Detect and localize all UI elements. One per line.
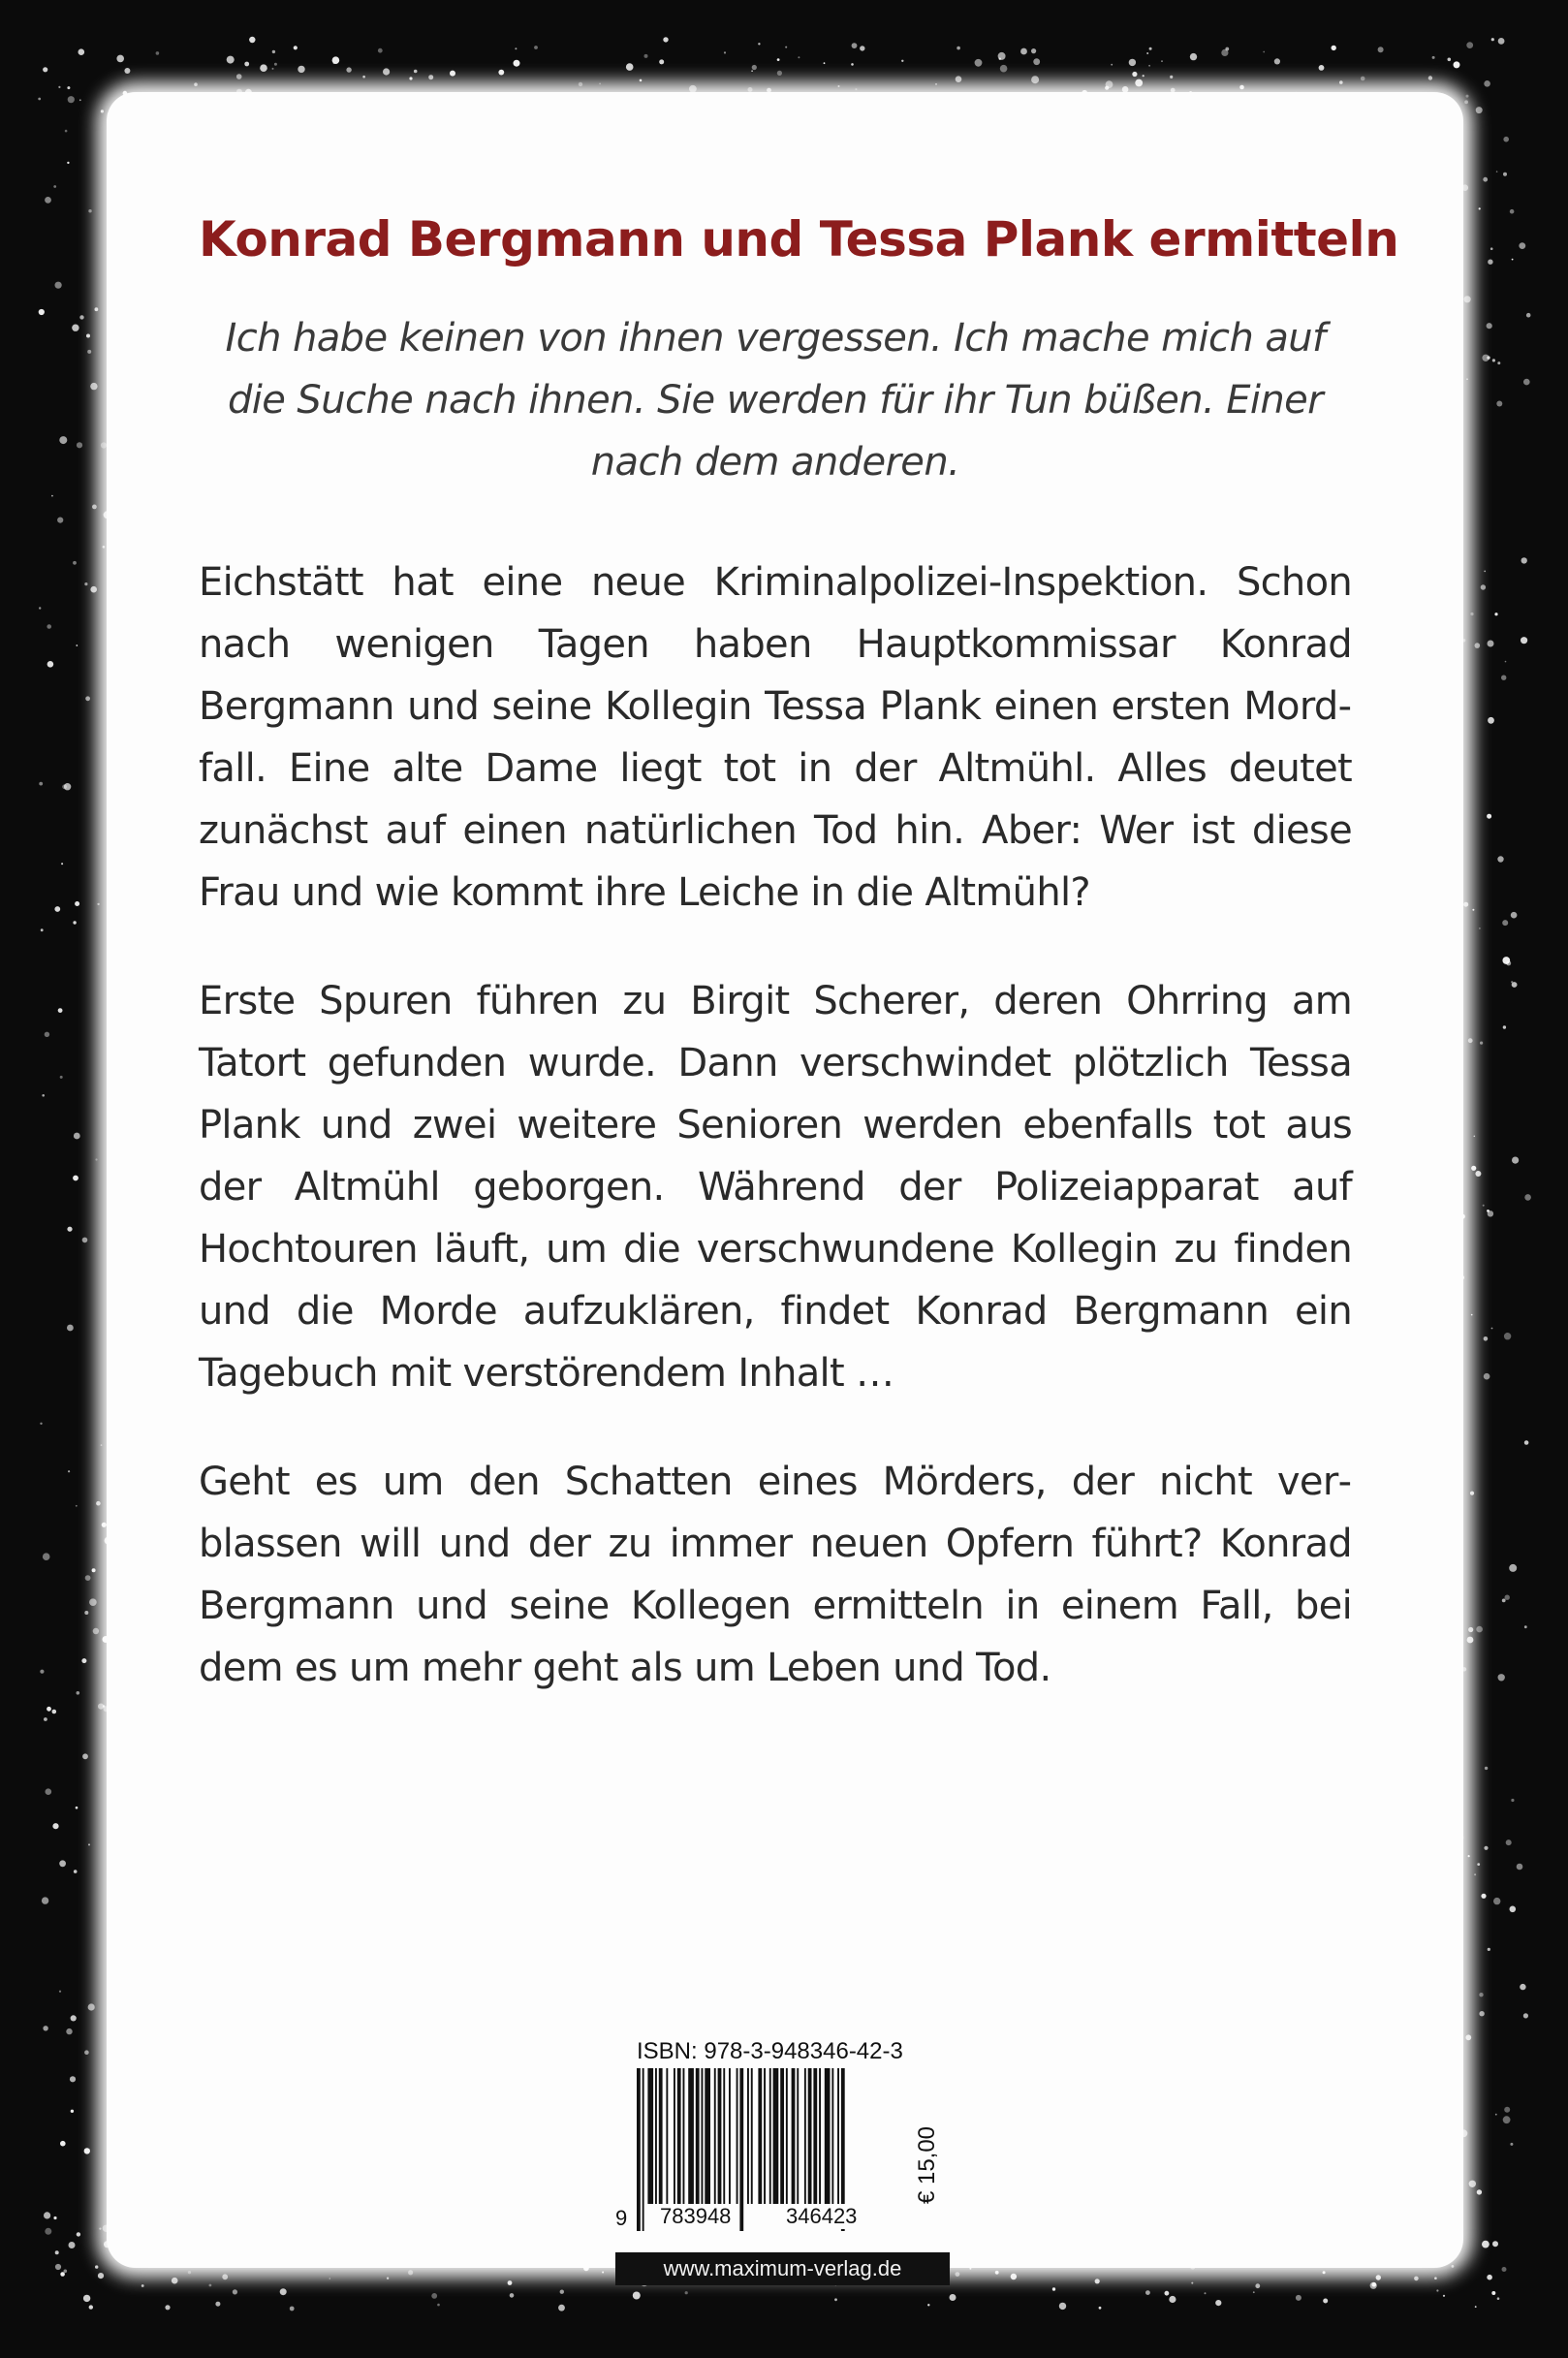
barcode-bar xyxy=(655,2068,657,2204)
barcode-bar xyxy=(825,2068,831,2204)
barcode-bar xyxy=(737,2068,738,2204)
barcode-bar xyxy=(666,2068,668,2204)
barcode-bar xyxy=(729,2068,731,2204)
barcode-bar xyxy=(643,2068,644,2231)
price-label xyxy=(911,2107,944,2223)
barcode-bar xyxy=(677,2068,681,2204)
barcode-bar xyxy=(773,2068,779,2204)
barcode-bar xyxy=(718,2068,722,2204)
barcode-digits-left: 783948 xyxy=(656,2204,735,2229)
barcode-bar xyxy=(683,2068,685,2204)
barcode-bar xyxy=(751,2068,753,2204)
barcode-bar xyxy=(792,2068,796,2204)
barcode-bar xyxy=(696,2068,700,2204)
barcode-prefix-digit: 9 xyxy=(615,2206,628,2230)
teaser-quote: Ich habe keinen von ihnen vergessen. Ich mache mich auf die Suche nach ihnen. Sie werden für ihr Tun büßen. Einer nach dem anderen. xyxy=(225,316,1326,485)
barcode-bar xyxy=(819,2068,821,2204)
barcode-bar xyxy=(837,2068,839,2204)
barcode-bar xyxy=(739,2068,743,2231)
barcode-bar xyxy=(747,2068,749,2204)
price-text: € 15,00 xyxy=(914,2125,940,2205)
barcode-bar xyxy=(702,2068,704,2204)
blurb-paragraph-3: Geht es um den Schatten eines Mörders, der nicht verblassen will und der zu immer neuen Opfern führt? Konrad Bergmann und seine Kollegen ermitteln in einem Fall, bei dem es um mehr geht als um Leben und Tod. xyxy=(199,1460,1352,1690)
barcode-bar xyxy=(813,2068,817,2204)
barcode-bar xyxy=(647,2068,653,2204)
barcode-digits-right: 346423 xyxy=(782,2204,861,2229)
blurb-paragraph-1: Eichstätt hat eine neue Kriminalpolizei-Inspektion. Schon nach wenigen Tagen haben Hauptkommissar Konrad Bergmann und seine Kollegin Tessa Plank einen ersten Mordfall. Eine alte Dame liegt tot in der Altmühl. Alles deutet zunächst auf einen natürlichen Tod hin. Aber: Wer ist diese Frau und wie kommt ihre Leiche in die Altmühl? xyxy=(199,560,1352,915)
barcode-bar xyxy=(714,2068,716,2204)
barcode-bar xyxy=(705,2068,710,2204)
barcode-bar xyxy=(688,2068,694,2204)
publisher-url: www.maximum-verlag.de xyxy=(615,2252,950,2285)
barcode-row xyxy=(615,2068,950,2248)
blurb-paragraph-2: Erste Spuren führen zu Birgit Scherer, deren Ohrring am Tatort gefunden wurde. Dann verschwindet plötzlich Tessa Plank und zwei weitere Senioren werden ebenfalls tot aus der Altmühl geborgen. Während der Polizeiapparat auf Hochtouren läuft, um die verschwundene Kollegin zu finden und die Morde aufzuklären, findet Konrad Bergmann ein Tagebuch mit verstörendem Inhalt … xyxy=(199,979,1352,1396)
barcode-bar xyxy=(797,2068,799,2204)
barcode-bar xyxy=(637,2068,641,2231)
barcode-bar xyxy=(764,2068,766,2204)
barcode-bar xyxy=(769,2068,771,2204)
barcode-block xyxy=(615,2035,950,2285)
barcode-bar xyxy=(758,2068,762,2204)
barcode-bar xyxy=(808,2068,812,2204)
barcode-bar xyxy=(659,2068,663,2204)
barcode-bar xyxy=(786,2068,788,2204)
back-cover-text xyxy=(199,208,1399,1699)
barcode-bar xyxy=(780,2068,784,2204)
barcode-bar xyxy=(831,2068,833,2204)
barcode-bar xyxy=(674,2068,675,2204)
isbn-label: ISBN: 978-3-948346-42-3 xyxy=(637,2038,903,2064)
barcode-bar xyxy=(804,2068,806,2204)
headline: Konrad Bergmann und Tessa Plank ermitteln xyxy=(199,211,1399,267)
barcode-bar xyxy=(723,2068,725,2204)
